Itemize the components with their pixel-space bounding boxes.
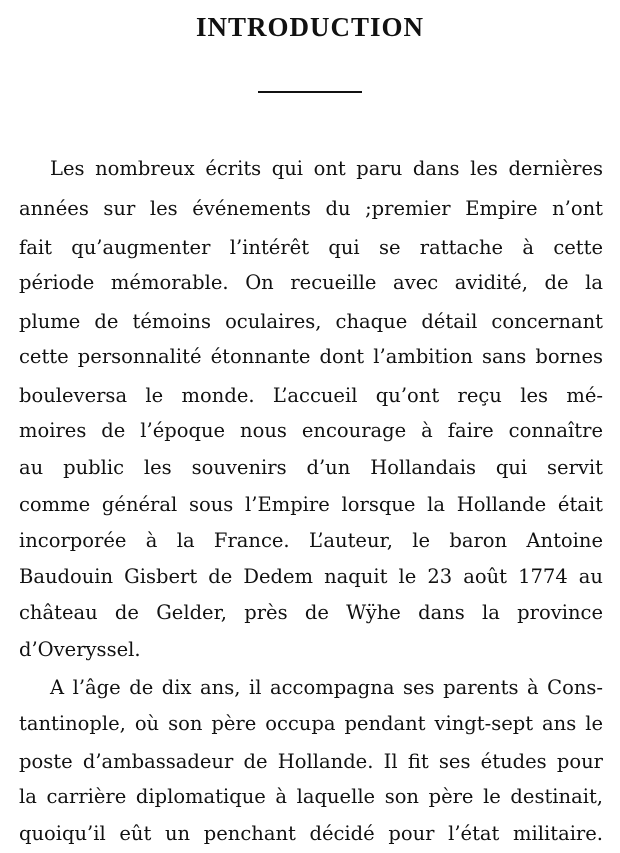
text-line: tantinople, où son père occupa pendant vingt-sept ans le	[19, 712, 603, 735]
text-line: cette personnalité étonnante dont l’ambition sans bornes	[19, 345, 603, 368]
text-line: château de Gelder, près de Wÿhe dans la province	[19, 601, 603, 624]
text-line: incorporée à la France. L’auteur, le baron Antoine	[19, 529, 603, 552]
text-line: Baudouin Gisbert de Dedem naquit le 23 août 1774 au	[19, 565, 603, 588]
page-title: INTRODUCTION	[195, 12, 425, 42]
text-line: comme général sous l’Empire lorsque la Hollande était	[19, 493, 603, 516]
text-line: d’Overyssel.	[19, 638, 141, 661]
text-line: au public les souvenirs d’un Hollandais qui servit	[19, 456, 603, 479]
text-line: A l’âge de dix ans, il accompagna ses parents à Cons-	[50, 676, 603, 699]
text-line: la carrière diplomatique à laquelle son père le destinait,	[19, 785, 603, 808]
text-line: moires de l’époque nous encourage à faire connaître	[19, 419, 603, 442]
title-rule	[258, 91, 362, 93]
text-line: période mémorable. On recueille avec avidité, de la	[19, 271, 603, 294]
text-line: poste d’ambassadeur de Hollande. Il fit ses études pour	[19, 750, 603, 773]
text-line: bouleversa le monde. L’accueil qu’ont reçu les mé-	[19, 384, 603, 407]
text-line: quoiqu’il eût un penchant décidé pour l’état militaire.	[19, 822, 603, 845]
text-line: années sur les événements du ;premier Empire n’ont	[19, 197, 603, 220]
text-line: Les nombreux écrits qui ont paru dans les dernières	[50, 157, 603, 180]
text-line: fait qu’augmenter l’intérêt qui se rattache à cette	[19, 236, 603, 259]
text-line: plume de témoins oculaires, chaque détail concernant	[19, 310, 603, 333]
